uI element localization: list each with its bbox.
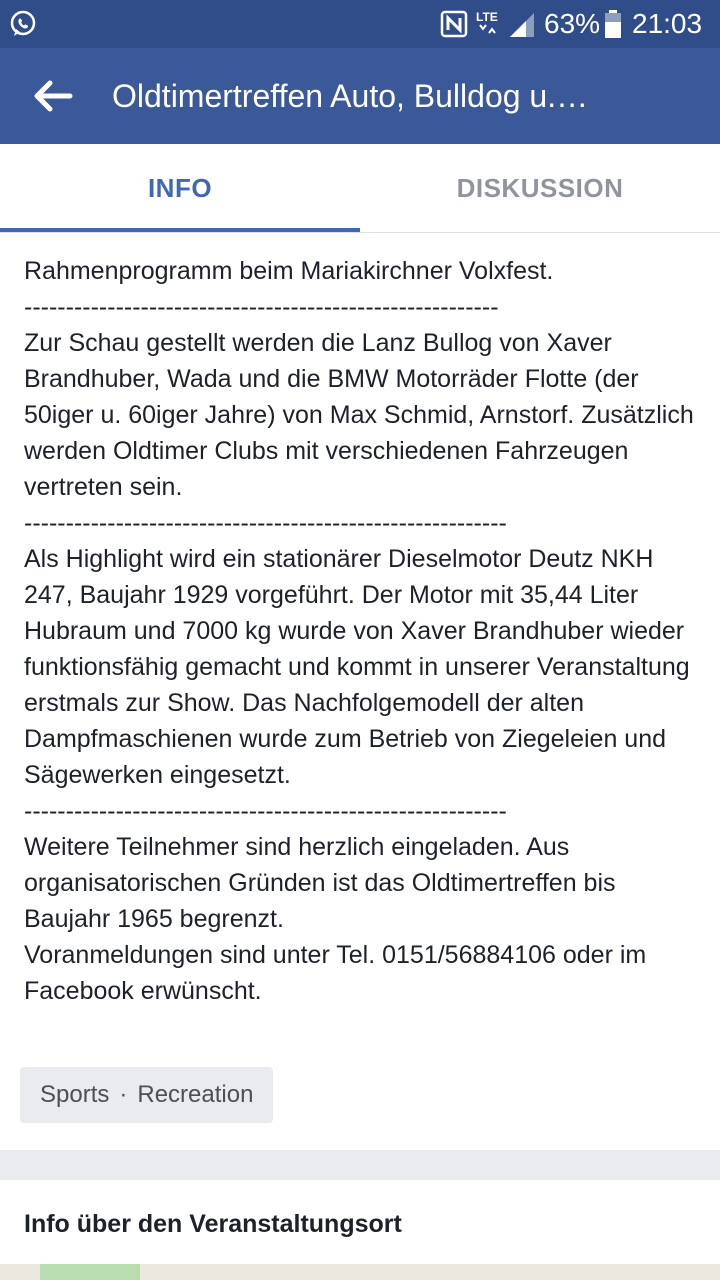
description-paragraph: Weitere Teilnehmer sind herzlich eingeladen. Aus organisatorischen Gründen ist das Oldtimertreffen bis Baujahr 1965 begrenzt. Voranmeldungen sind unter Tel. 0151/56884106 oder im Facebook erwünscht. — [24, 833, 647, 1005]
map-park-area — [40, 1264, 140, 1280]
app-bar — [0, 48, 720, 144]
tab-info[interactable]: INFO — [147, 173, 213, 203]
description-paragraph: Rahmenprogramm beim Mariakirchner Volxfest. --------------------------------------------------------- — [24, 257, 554, 321]
description-paragraph: Zur Schau gestellt werden die Lanz Bullog von Xaver Brandhuber, Wada und die BMW Motorräder Flotte (der 50iger u. 60iger Jahre) von Max Schmid, Arnstorf. Zusätzlich werden Oldtimer Clubs mit verschiedenen Fahrzeugen vertreten sein. ---------------------------------------------------------- — [24, 329, 694, 537]
event-description — [24, 253, 704, 1009]
back-arrow-icon[interactable] — [30, 76, 74, 116]
page-title: Oldtimertreffen Auto, Bulldog u.… — [112, 78, 589, 114]
lte-signal-icon — [476, 9, 536, 39]
clock: 21:03 — [632, 8, 703, 39]
category-secondary: Recreation — [137, 1081, 254, 1108]
category-primary: Sports — [40, 1081, 110, 1108]
section-divider — [0, 1150, 720, 1180]
nfc-icon — [440, 10, 468, 38]
lte-label: LTE — [476, 10, 498, 24]
tab-diskussion[interactable]: DISKUSSION — [456, 173, 624, 203]
active-tab-indicator — [0, 228, 360, 232]
status-bar — [0, 0, 720, 48]
description-paragraph: Als Highlight wird ein stationärer Dieselmotor Deutz NKH 247, Baujahr 1929 vorgeführt. Der Motor mit 35,44 Liter Hubraum und 7000 kg wurde von Xaver Brandhuber wieder funktionsfähig gemacht und kommt in unserer Veranstaltung erstmals zur Show. Das Nachfolgemodell der alten Dampfmaschienen wurde zum Betrieb von Ziegeleien und Sägewerken eingesetzt. ---------------------------------------------------------- — [24, 545, 690, 825]
category-chip[interactable] — [20, 1067, 273, 1123]
category-separator: · — [119, 1081, 128, 1108]
whatsapp-icon — [8, 9, 38, 39]
battery-icon — [604, 10, 622, 38]
tab-bar — [0, 144, 720, 233]
venue-info-heading: Info über den Veranstaltungsort — [24, 1210, 402, 1238]
map-preview[interactable] — [0, 1264, 720, 1280]
battery-percentage: 63% — [544, 8, 601, 39]
